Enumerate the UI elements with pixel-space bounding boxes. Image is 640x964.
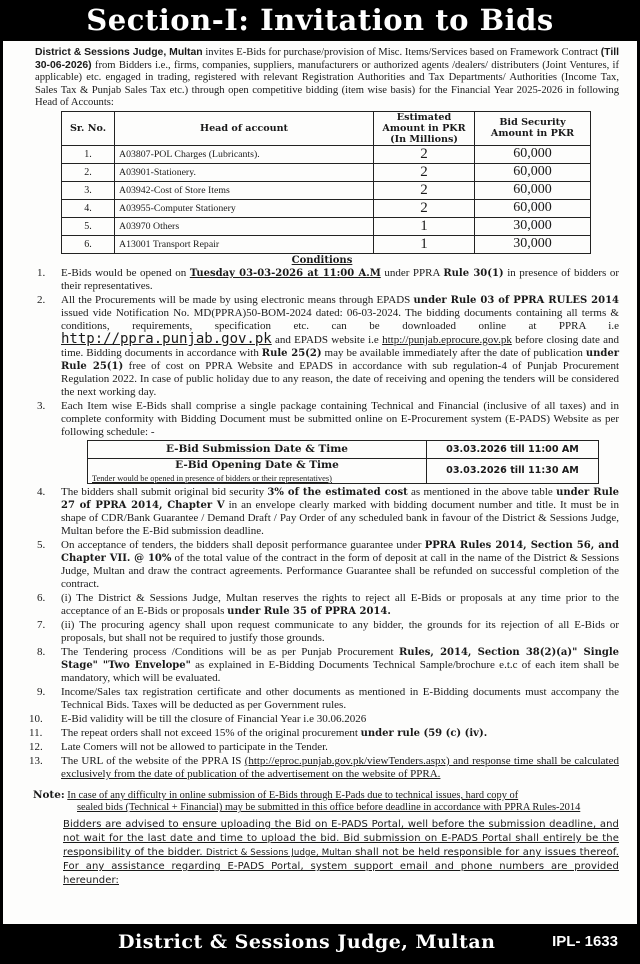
condition-item [17, 294, 619, 399]
note-label: Note: [33, 788, 65, 801]
condition-text: issued vide Notification No. MD(PPRA)50-BOM-2024 dated: 06-03-2024. The bidding documents containing all terms & conditions, requirements, specification etc. can be downloaded online at PPRA i.e [61, 306, 619, 332]
condition-text: The URL of the website of the PPRA IS [61, 754, 245, 767]
schedule-table [87, 440, 599, 484]
condition-text: of the total value of the contract in the form of deposit at call in the name of the District & Sessions Judge, Multan and draw the contract agreements. Performance Guarantee shall be refunded on successful completion of the contract. [61, 551, 619, 590]
condition-number: 4. [37, 485, 46, 498]
rule-ref: under Rule 27 of PPRA 2014, Chapter V [61, 486, 620, 511]
table-row [62, 235, 591, 253]
opening-label: E-Bid Opening Date & Time [175, 458, 339, 471]
table-row [62, 217, 591, 235]
condition-number: 11. [29, 726, 43, 739]
bid-security-percent: 3% of the estimated cost [267, 486, 408, 498]
ppra-tenders-link[interactable]: (http://eproc.punjab.gov.pk/viewTenders.aspx) and response time shall be calculated exclusively from the date of publication of the advertisement on the website of PPRA. [61, 754, 619, 780]
note-block [33, 789, 619, 815]
rule-ref: Rules, 2014, Section 38(2)(a)" Single Stage" "Two Envelope" [61, 646, 619, 671]
condition-text: under PPRA [380, 266, 444, 279]
conditions-heading: Conditions [291, 254, 353, 266]
col-head-of-account: Head of account [115, 111, 374, 145]
condition-item [17, 741, 619, 754]
condition-text: as explained in E-Bidding Documents Technical Sample/brochure e.t.c of each item shall be mandatory, which will be evaluated. [61, 658, 619, 684]
condition-text: E-Bids would be opened on [61, 266, 190, 279]
cell-head: A03955-Computer Stationery [115, 199, 374, 217]
condition-text: in an envelope clearly marked with bidding document number and title. It must be in shape of CDR/Bank Guarantee / Demand Draft / Pay Order of any scheduled bank in favour of the District & Sessions Judge, Multan before the E-Bid submission deadline. [61, 498, 619, 537]
cell-sr: 4. [62, 199, 115, 217]
table-row [62, 199, 591, 217]
cell-sr: 2. [62, 163, 115, 181]
cell-estimate: 2 [374, 199, 475, 217]
condition-text: (ii) The procuring agency shall upon request communicate to any bidder, the grounds for its rejection of all E-Bids or proposals, but shall not be required to justify those grounds. [61, 618, 619, 644]
cell-estimate: 2 [374, 145, 475, 163]
note-text: In case of any difficulty in online submission of E-Bids through E-Pads due to technical issues, hard copy of [67, 789, 519, 801]
cell-head: A03970 Others [115, 217, 374, 235]
ppra-link[interactable]: http://ppra.punjab.gov.pk [61, 330, 272, 347]
rule-ref: Rule 25(2) [261, 347, 322, 359]
cell-security: 60,000 [475, 181, 591, 199]
condition-number: 2. [37, 293, 46, 306]
schedule-row-opening [88, 458, 599, 483]
intro-org: District & Sessions Judge, Multan [35, 47, 203, 58]
intro-paragraph [35, 47, 619, 110]
condition-text: free of cost on PPRA Website and EPADS in accordance with sub regulation-4 of Punjab Procurement Regulation 2022. In case of public holiday due to any reason, the date of receiving and opening the tenders will be considered the next working day. [61, 359, 620, 398]
cell-security: 30,000 [475, 235, 591, 253]
rule-ref: under rule (59 (c) (iv). [360, 727, 488, 739]
condition-text: Late Comers will not be allowed to participate in the Tender. [61, 740, 328, 753]
intro-text-2: from Bidders i.e., firms, companies, suppliers, manufacturers or authorized agents /dealers/ distributers (Joint Ventures, if applicable) etc. engaged in trading, registered with relevant Registration Authorities and Tax Departments/ Authorities (Income Tax, Sales Tax & Punjab Sales Tax etc.) through open competitive bidding (item wise basis) for the Financial Year 2025-2026 in following Head of Accounts: [35, 59, 619, 109]
intro-till: (Till 30-06-2026) [35, 47, 619, 71]
condition-text: before closing date and time. Bidding documents in accordance with [61, 333, 619, 359]
epads-link[interactable]: http://punjab.eprocure.gov.pk [382, 333, 512, 346]
cell-sr: 3. [62, 181, 115, 199]
condition-item [17, 646, 619, 685]
schedule-row-submission [88, 440, 599, 458]
condition-number: 7. [37, 618, 46, 631]
condition-text: may be available immediately after the date of publication [321, 346, 586, 359]
table-row [62, 145, 591, 163]
condition-text: The bidders shall submit original bid security [61, 485, 268, 498]
advice-org: District & Sessions Judge, Multan [206, 847, 352, 858]
conditions-list-continued [17, 486, 627, 781]
condition-text: and EPADS website i.e [271, 333, 383, 346]
cell-head: A03901-Stationery. [115, 163, 374, 181]
col-bid-security: Bid Security Amount in PKR [475, 111, 591, 145]
opening-note: Tender would be opened in presence of bidders or their representatives) [92, 473, 332, 483]
condition-item [17, 592, 619, 618]
condition-number: 1. [37, 266, 46, 279]
accounts-table [61, 111, 591, 254]
condition-item [17, 539, 619, 591]
footer-bar [0, 924, 640, 964]
condition-number: 5. [37, 538, 46, 551]
condition-item [17, 755, 619, 781]
condition-number: 6. [37, 591, 46, 604]
cell-sr: 5. [62, 217, 115, 235]
rule-ref: under Rule 03 of PPRA RULES 2014 [413, 294, 619, 306]
cell-head: A03942-Cost of Store Items [115, 181, 374, 199]
cell-estimate: 2 [374, 181, 475, 199]
cell-sr: 6. [62, 235, 115, 253]
condition-item [17, 686, 619, 712]
condition-text: in presence of bidders or their representatives. [61, 266, 620, 292]
condition-text: The repeat orders shall not exceed 15% of the original procurement [61, 726, 361, 739]
cell-estimate: 2 [374, 163, 475, 181]
col-sr-no: Sr. No. [62, 111, 115, 145]
condition-text: The Tendering process /Conditions will be as per Punjab Procurement [61, 645, 399, 658]
opening-datetime: Tuesday 03-03-2026 at 11:00 A.M [189, 267, 381, 279]
rule-ref: under Rule 35 of PPRA 2014. [227, 605, 391, 617]
condition-text: Each Item wise E-Bids shall comprise a single package containing Technical and Financial (inclusive of all taxes) and in complete conformity with Bidding Document must be submitted online on E-Procurement system (E-PADS) Website as per following schedule: - [61, 399, 619, 438]
condition-text: All the Procurements will be made by using electronic means through EPADS [61, 293, 414, 306]
condition-number: 8. [37, 645, 46, 658]
condition-text: Income/Sales tax registration certificate and other documents as mentioned in E-Bidding documents must accompany the Technical Bids. Taxes will be deducted as per Government rules. [61, 685, 619, 711]
condition-number: 9. [37, 685, 46, 698]
condition-item [17, 727, 619, 740]
cell-head: A03807-POL Charges (Lubricants). [115, 145, 374, 163]
cell-security: 60,000 [475, 163, 591, 181]
condition-text: E-Bid validity will be till the closure of Financial Year i.e 30.06.2026 [61, 712, 367, 725]
cell-head: A13001 Transport Repair [115, 235, 374, 253]
table-row [62, 163, 591, 181]
cell-security: 30,000 [475, 217, 591, 235]
submission-label: E-Bid Submission Date & Time [88, 440, 427, 458]
ipl-code: IPL- 1633 [552, 933, 618, 950]
cell-sr: 1. [62, 145, 115, 163]
note-text-continued: sealed bids (Technical + Financial) may be submitted in this office before deadline in accordance with PPRA Rules-2014 [77, 802, 581, 814]
submission-value: 03.03.2026 till 11:00 AM [427, 440, 599, 458]
footer-org: District & Sessions Judge, Multan [118, 931, 496, 953]
condition-number: 10. [29, 712, 43, 725]
condition-number: 12. [29, 740, 43, 753]
cell-security: 60,000 [475, 199, 591, 217]
advice-paragraph [63, 818, 619, 888]
opening-cell [88, 458, 427, 483]
advertisement-body [3, 41, 637, 924]
conditions-list [17, 267, 627, 439]
rule-ref: under Rule 25(1) [61, 347, 619, 372]
rule-ref: PPRA Rules 2014, Section 56, and Chapter VII. @ 10% [61, 539, 619, 564]
condition-number: 13. [29, 754, 43, 767]
page-title: Section-I: Invitation to Bids [86, 3, 554, 37]
cell-estimate: 1 [374, 235, 475, 253]
opening-value: 03.03.2026 till 11:30 AM [427, 458, 599, 483]
condition-item [17, 486, 619, 538]
cell-estimate: 1 [374, 217, 475, 235]
condition-number: 3. [37, 399, 46, 412]
advice-text: Bidders are advised to ensure uploading the Bid on E-PADS Portal, well before the submission deadline, and not wait for the last date and time to upload the bid. Bid submission on E-PADS Portal shall entirely be the responsibility of the bidder. [63, 818, 619, 858]
table-row [62, 181, 591, 199]
condition-text: (i) The District & Sessions Judge, Multan reserves the rights to reject all E-Bids or proposals at any time prior to the acceptance of an E-Bids or proposals [61, 591, 619, 617]
condition-item [17, 619, 619, 645]
condition-item [17, 713, 619, 726]
advice-text-2: shall not be held responsible for any issues thereof. For any assistance regarding E-PADS Portal, system support email and phone numbers are provided hereunder: [63, 846, 619, 886]
rule-ref: Rule 30(1) [443, 267, 504, 279]
cell-security: 60,000 [475, 145, 591, 163]
condition-item [17, 267, 619, 293]
col-estimated-amount: Estimated Amount in PKR (In Millions) [374, 111, 475, 145]
intro-text: invites E-Bids for purchase/provision of Misc. Items/Services based on Framework Contract [202, 47, 601, 58]
condition-text: On acceptance of tenders, the bidders shall deposit performance guarantee under [61, 538, 425, 551]
condition-text: as mentioned in the above table [407, 485, 557, 498]
condition-item [17, 400, 619, 439]
accounts-table-header [62, 111, 591, 145]
